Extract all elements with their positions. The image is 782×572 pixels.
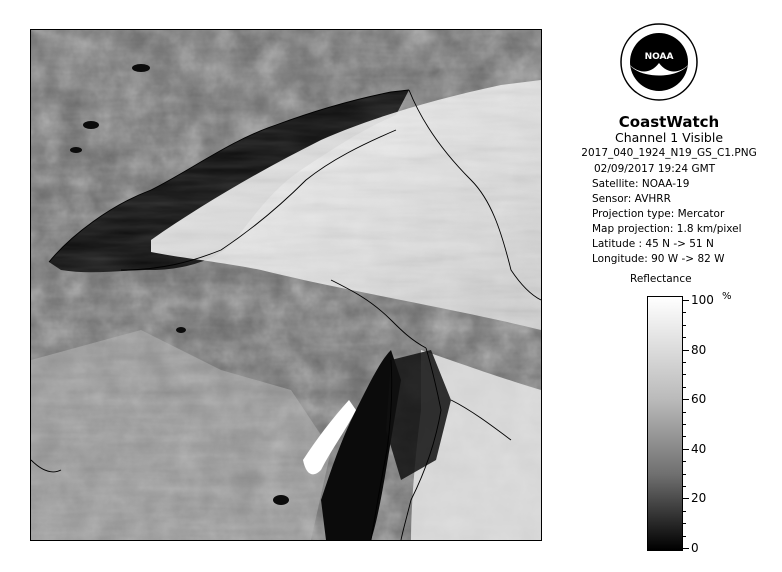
datetime-label: 02/09/2017 19:24 GMT [594, 163, 716, 175]
colorbar-minor-tick [683, 474, 686, 475]
map-projection-label: Map projection: 1.8 km/pixel [592, 223, 742, 235]
longitude-label: Longitude: 90 W -> 82 W [592, 253, 725, 265]
logo-center-text: NOAA [644, 52, 674, 62]
colorbar-tick [683, 300, 689, 301]
colorbar-tick-label: 20 [691, 491, 707, 506]
colorbar-tick [683, 498, 689, 499]
brand-title: CoastWatch [618, 113, 720, 131]
colorbar-minor-tick [683, 362, 686, 363]
colorbar-tick-label: 40 [691, 441, 707, 456]
colorbar-minor-tick [683, 374, 686, 375]
colorbar-tick [683, 399, 689, 400]
noaa-logo-graphic [620, 15, 698, 109]
filename-label: 2017_040_1924_N19_GS_C1.PNG [581, 147, 757, 159]
satellite-image [30, 29, 542, 541]
colorbar-minor-tick [683, 312, 686, 313]
colorbar-minor-tick [683, 536, 686, 537]
colorbar-minor-tick [683, 523, 686, 524]
channel-label: Channel 1 Visible [614, 130, 724, 145]
colorbar-minor-tick [683, 387, 686, 388]
colorbar-minor-tick [683, 412, 686, 413]
satellite-label: Satellite: NOAA-19 [592, 178, 690, 190]
colorbar-minor-tick [683, 325, 686, 326]
colorbar-tick [683, 449, 689, 450]
colorbar-minor-tick [683, 486, 686, 487]
noaa-logo-icon [620, 15, 698, 109]
colorbar-tick-label: 60 [691, 392, 707, 407]
latitude-label: Latitude : 45 N -> 51 N [592, 238, 714, 250]
colorbar-minor-tick [683, 424, 686, 425]
colorbar-minor-tick [683, 461, 686, 462]
reflectance-colorbar [647, 296, 683, 551]
colorbar-unit: % [722, 291, 732, 302]
sensor-label: Sensor: AVHRR [592, 193, 671, 205]
colorbar-minor-tick [683, 511, 686, 512]
colorbar-minor-tick [683, 436, 686, 437]
colorbar-tick-label: 80 [691, 342, 707, 357]
satellite-image-canvas [31, 30, 541, 540]
colorbar-title: Reflectance [630, 273, 692, 285]
colorbar-tick-label: 100 [691, 293, 714, 307]
projection-label: Projection type: Mercator [592, 208, 725, 220]
colorbar-tick [683, 548, 689, 549]
colorbar-tick [683, 350, 689, 351]
colorbar-tick-label: 0 [691, 541, 699, 555]
colorbar-minor-tick [683, 337, 686, 338]
